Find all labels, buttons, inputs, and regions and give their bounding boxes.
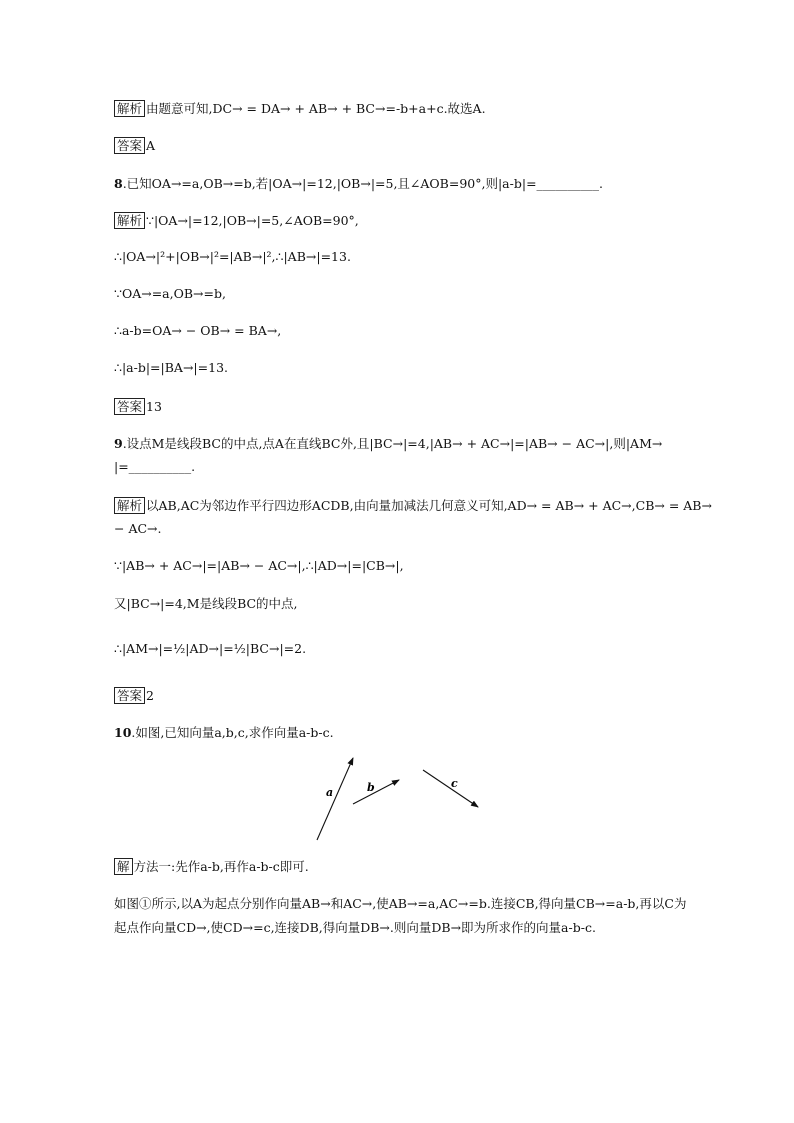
q10-solution-line-1 bbox=[114, 858, 309, 875]
q9-question-line-1 bbox=[114, 436, 662, 452]
q7-answer-line bbox=[114, 137, 155, 154]
answer-tag: 答案 bbox=[114, 398, 145, 415]
vector-c-label: c bbox=[451, 777, 458, 790]
vector-b-arrow bbox=[353, 780, 399, 804]
q9-analysis-text-2: − AC→. bbox=[114, 521, 162, 536]
vector-a-arrow bbox=[317, 758, 353, 840]
q9-analysis-text-5: ∴|AM→|=½|AD→|=½|BC→|=2. bbox=[114, 641, 307, 656]
q9-analysis-line-4 bbox=[114, 596, 298, 612]
q9-analysis-text-3: ∵|AB→ + AC→|=|AB→ − AC→|,∴|AD→|=|CB→|, bbox=[114, 558, 404, 573]
q8-analysis-line-4 bbox=[114, 323, 281, 339]
q9-analysis-line-3 bbox=[114, 558, 404, 574]
answer-tag: 答案 bbox=[114, 687, 145, 704]
q10-number: 10 bbox=[114, 725, 132, 740]
q9-analysis-text-1: 以AB,AC为邻边作平行四边形ACDB,由向量加减法几何意义可知,AD→ = AB→ + AC→,CB→ = AB→ bbox=[146, 498, 712, 513]
analysis-tag: 解析 bbox=[114, 212, 145, 229]
vector-figure bbox=[300, 752, 500, 844]
q9-analysis-line-2 bbox=[114, 521, 162, 537]
q9-answer-text: 2 bbox=[146, 688, 154, 703]
solution-tag: 解 bbox=[114, 858, 133, 875]
q10-solution-text-2: 如图①所示,以A为起点分别作向量AB→和AC→,使AB→=a,AC→=b.连接CB,得向量CB→=a-b,再以C为 bbox=[114, 896, 687, 911]
q9-analysis-line-1 bbox=[114, 497, 712, 514]
q8-number: 8 bbox=[114, 176, 123, 191]
analysis-tag: 解析 bbox=[114, 497, 145, 514]
q8-answer-line bbox=[114, 398, 162, 415]
answer-tag: 答案 bbox=[114, 137, 145, 154]
q8-question-text: .已知OA→=a,OB→=b,若|OA→|=12,|OB→|=5,且∠AOB=90°,则|a-b|=__________. bbox=[122, 176, 604, 191]
q9-number: 9 bbox=[114, 436, 123, 451]
vector-b-label: b bbox=[367, 781, 375, 794]
q8-analysis-text-1: ∵|OA→|=12,|OB→|=5,∠AOB=90°, bbox=[146, 213, 359, 228]
q7-answer-text: A bbox=[146, 138, 156, 153]
q8-analysis-line-5 bbox=[114, 360, 228, 376]
q7-analysis-line bbox=[114, 100, 486, 117]
q9-analysis-line-5 bbox=[114, 641, 306, 657]
q8-analysis-text-2: ∴|OA→|²+|OB→|²=|AB→|²,∴|AB→|=13. bbox=[114, 249, 351, 264]
q9-question-text-2: |=__________. bbox=[114, 459, 196, 474]
analysis-tag: 解析 bbox=[114, 100, 145, 117]
q8-analysis-line-2 bbox=[114, 249, 351, 265]
q9-question-text-1: .设点M是线段BC的中点,点A在直线BC外,且|BC→|=4,|AB→ + AC→|=|AB→ − AC→|,则|AM→ bbox=[122, 436, 663, 451]
q8-answer-text: 13 bbox=[146, 399, 162, 414]
q10-solution-text-3: 起点作向量CD→,使CD→=c,连接DB,得向量DB→.则向量DB→即为所求作的向量a-b-c. bbox=[114, 920, 596, 935]
q9-analysis-text-4: 又|BC→|=4,M是线段BC的中点, bbox=[114, 596, 298, 611]
vector-diagram bbox=[300, 752, 500, 844]
q9-question-line-2 bbox=[114, 459, 195, 475]
q8-analysis-line-1 bbox=[114, 212, 359, 229]
q10-solution-line-2 bbox=[114, 896, 686, 912]
q8-analysis-text-4: ∴a-b=OA→ − OB→ = BA→, bbox=[114, 323, 282, 338]
q10-question bbox=[114, 725, 334, 741]
q9-answer-line bbox=[114, 687, 154, 704]
q8-analysis-line-3 bbox=[114, 286, 226, 302]
vector-a-label: a bbox=[326, 786, 334, 799]
q10-solution-line-3 bbox=[114, 920, 596, 936]
q8-question bbox=[114, 176, 603, 192]
q8-analysis-text-3: ∵OA→=a,OB→=b, bbox=[114, 286, 226, 301]
q8-analysis-text-5: ∴|a-b|=|BA→|=13. bbox=[114, 360, 228, 375]
q10-solution-text-1: 方法一:先作a-b,再作a-b-c即可. bbox=[133, 859, 309, 874]
q10-question-text: .如图,已知向量a,b,c,求作向量a-b-c. bbox=[131, 725, 334, 740]
q7-analysis-text: 由题意可知,DC→ = DA→ + AB→ + BC→=-b+a+c.故选A. bbox=[146, 101, 486, 116]
